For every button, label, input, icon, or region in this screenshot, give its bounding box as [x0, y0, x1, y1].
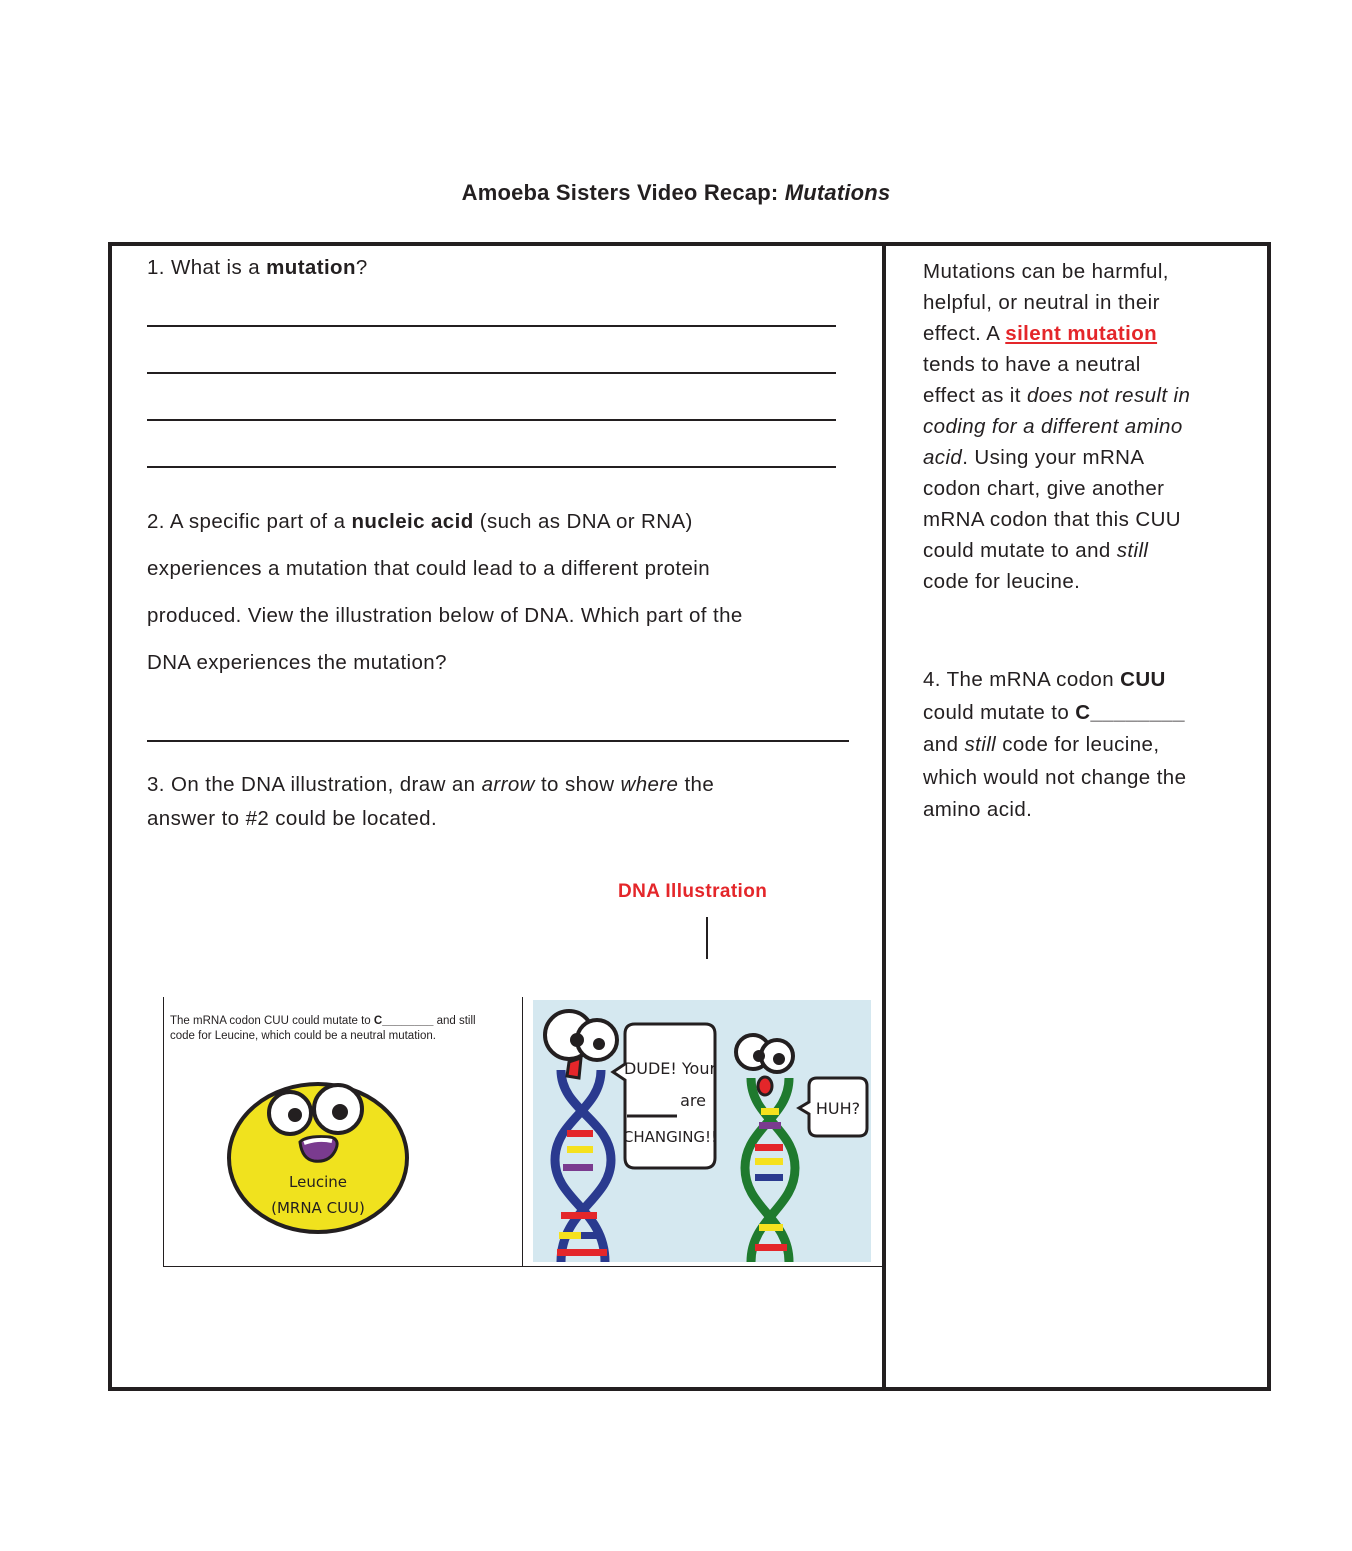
svg-text:CHANGING!!: CHANGING!!: [622, 1128, 718, 1146]
question-3-line-1: 3. On the DNA illustration, draw an arrow to show where the: [147, 773, 715, 796]
codon-blank[interactable]: C________: [1075, 700, 1185, 724]
dna-illustration-label: DNA Illustration: [618, 881, 768, 902]
question-2-line-4: DNA experiences the mutation?: [147, 651, 447, 674]
svg-text:HUH?: HUH?: [815, 1099, 861, 1118]
answer-line-3[interactable]: [147, 419, 836, 421]
page-title: Amoeba Sisters Video Recap: Mutations: [461, 180, 891, 205]
answer-line-4[interactable]: [147, 466, 836, 468]
leucine-caption: The mRNA codon CUU could mutate to C________ and still code for Leucine, which could be a neutral mutation.: [170, 1015, 476, 1042]
label-pointer: [706, 917, 708, 959]
question-2-line-2: experiences a mutation that could lead to a different protein: [147, 557, 711, 580]
answer-line-1[interactable]: [147, 325, 836, 327]
question-3-line-2: answer to #2 could be located.: [147, 807, 438, 830]
question-2-line-3: produced. View the illustration below of DNA. Which part of the: [147, 604, 743, 627]
panel-border-bottom: [163, 1266, 883, 1267]
question-1: 1. What is a mutation?: [147, 256, 368, 279]
speech-bubble-huh: [799, 1078, 867, 1136]
sidebar-info: Mutations can be harmful, helpful, or neutral in their effect. A silent mutation tends to have a neutral effect as it does not result in coding for a different amino acid. Using your mRNA codon chart, give another mRNA codon that this CUU could mutate to and still code for leucine.: [923, 260, 1191, 593]
silent-mutation-term: silent mutation: [1005, 322, 1158, 345]
answer-line-2[interactable]: [147, 372, 836, 374]
panel-border-left: [163, 997, 164, 1267]
leucine-character: [222, 1075, 414, 1235]
page-title-italic: Mutations: [784, 180, 891, 205]
column-divider: [882, 242, 886, 1391]
svg-text:are: are: [680, 1091, 706, 1110]
question-4: 4. The mRNA codon CUU could mutate to C________ and still code for leucine, which would not change the amino acid.: [923, 668, 1187, 821]
svg-text:DUDE! Your: DUDE! Your: [623, 1059, 717, 1078]
leucine-label: Leucine: [289, 1173, 347, 1191]
dna-cartoon: [533, 1000, 871, 1262]
panel-border-middle: [522, 997, 523, 1267]
leucine-codon-label: (MRNA CUU): [271, 1199, 365, 1217]
answer-line-q2[interactable]: [147, 740, 849, 742]
question-2-line-1: 2. A specific part of a nucleic acid (such as DNA or RNA): [147, 510, 693, 533]
speech-bubble-dude: [613, 1024, 717, 1168]
